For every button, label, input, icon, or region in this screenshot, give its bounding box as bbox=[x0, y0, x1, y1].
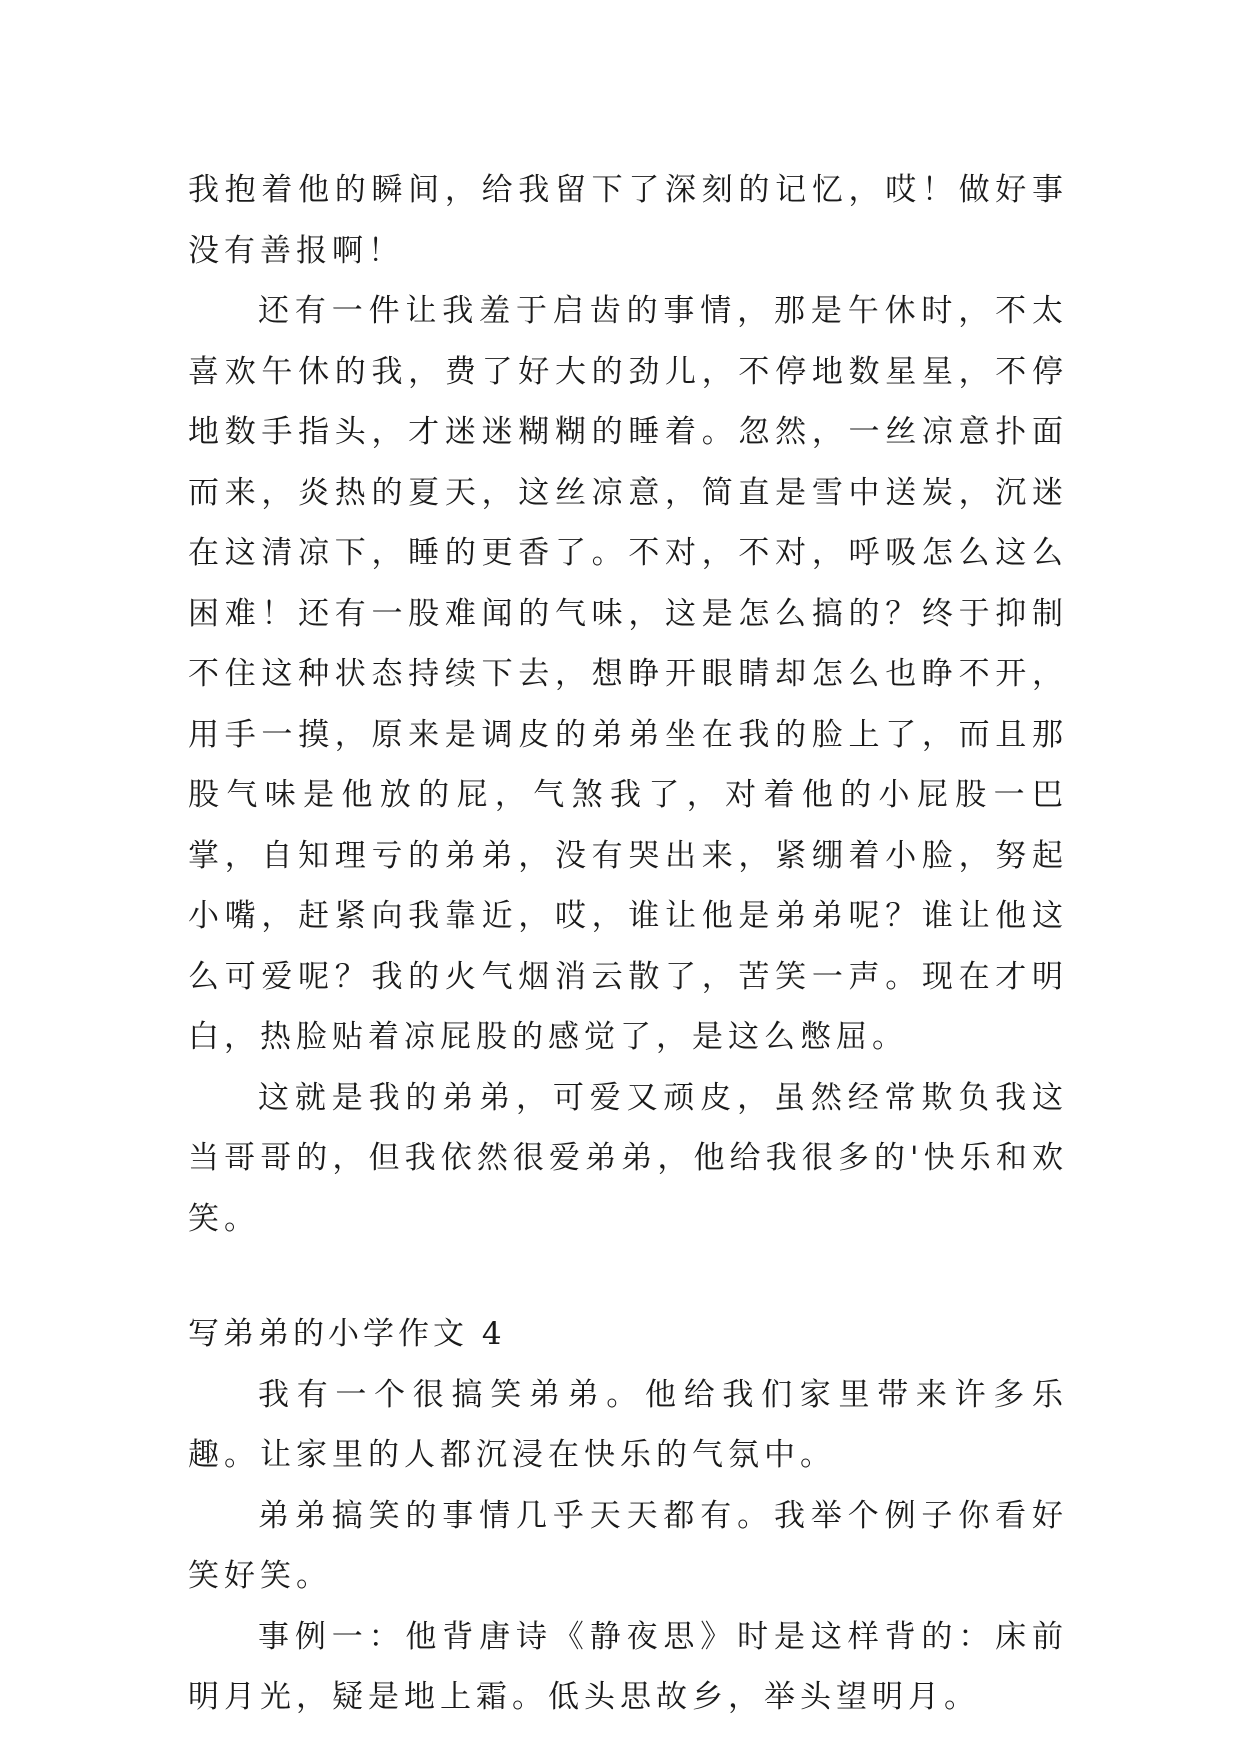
paragraph-funny-things: 弟弟搞笑的事情几乎天天都有。我举个例子你看好笑好笑。 bbox=[188, 1497, 1068, 1594]
paragraph-intro: 我有一个很搞笑弟弟。他给我们家里带来许多乐趣。让家里的人都沉浸在快乐的气氛中。 bbox=[188, 1376, 1068, 1473]
paragraph-conclusion: 这就是我的弟弟，可爱又顽皮，虽然经常欺负我这当哥哥的，但我依然很爱弟弟，他给我很多的'快乐和欢笑。 bbox=[188, 1079, 1068, 1237]
section-heading: 写弟弟的小学作文 4 bbox=[188, 1316, 506, 1352]
section-spacer bbox=[188, 1249, 1068, 1304]
paragraph-nap-story: 还有一件让我羞于启齿的事情，那是午休时，不太喜欢午休的我，费了好大的劲儿，不停地数星星，不停地数手指头，才迷迷糊糊的睡着。忽然，一丝凉意扑面而来，炎热的夏天，这丝凉意，简直是雪中送炭，沉迷在这清凉下，睡的更香了。不对，不对，呼吸怎么这么困难！还有一股难闻的气味，这是怎么搞的？终于抑制不住这种状态持续下去，想睁开眼睛却怎么也睁不开，用手一摸，原来是调皮的弟弟坐在我的脸上了，而且那股气味是他放的屁，气煞我了，对着他的小屁股一巴掌，自知理亏的弟弟，没有哭出来，紧绷着小脸，努起小嘴，赶紧向我靠近，哎，谁让他是弟弟呢？谁让他这么可爱呢？我的火气烟消云散了，苦笑一声。现在才明白，热脸贴着凉屁股的感觉了，是这么憋屈。 bbox=[188, 293, 1068, 1055]
paragraph-continued: 我抱着他的瞬间，给我留下了深刻的记忆，哎！做好事没有善报啊！ bbox=[188, 172, 1068, 269]
document-body bbox=[188, 160, 1068, 1728]
paragraph-example-one: 事例一：他背唐诗《静夜思》时是这样背的：床前明月光，疑是地上霜。低头思故乡，举头望明月。 bbox=[188, 1618, 1068, 1715]
